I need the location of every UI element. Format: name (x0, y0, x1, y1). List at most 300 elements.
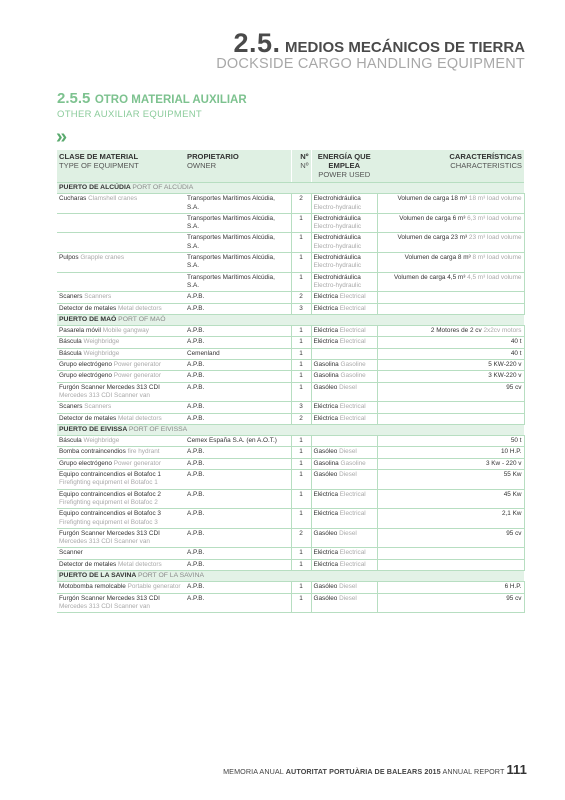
cell-power (311, 489, 377, 509)
cell-characteristics (377, 458, 524, 469)
cell-characteristics (377, 272, 524, 292)
cell-characteristics (377, 559, 524, 570)
type-es: Equipo contraincendios el Botafoc 1 (59, 471, 161, 479)
type-es: Grupo electrógeno (59, 459, 112, 467)
page-footer (223, 762, 527, 777)
double-chevron-icon: » (56, 126, 68, 148)
power-es: Gasóleo (313, 448, 338, 456)
table-row (57, 489, 524, 509)
type-es: Detector de metales (59, 414, 117, 422)
power-en: Electrical (339, 338, 366, 346)
table-row (57, 548, 524, 559)
char-en: 18 m³ load volume (468, 195, 522, 203)
power-en: Electro-hydraulic (313, 203, 362, 211)
cell-power (311, 509, 377, 529)
table-row (57, 213, 524, 233)
char-es: 2,1 Kw (501, 510, 522, 518)
type-en: Mercedes 313 CDI Scanner van (59, 391, 150, 399)
section-subtitle: OTHER AUXILIAR EQUIPMENT (57, 109, 202, 120)
cell-type (57, 528, 185, 548)
cell-type (57, 348, 185, 359)
port-section-label (57, 424, 524, 435)
cell-type (57, 233, 185, 253)
type-en: Metal detectors (117, 304, 162, 312)
port-name-en: PORT OF ALCÚDIA (132, 184, 194, 191)
cell-characteristics (377, 413, 524, 424)
cell-characteristics (377, 582, 524, 593)
port-section-label (57, 183, 524, 194)
cell-power (311, 360, 377, 371)
power-es: Eléctrica (313, 304, 339, 312)
power-en: Electro-hydraulic (313, 281, 362, 289)
cell-characteristics (377, 194, 524, 214)
type-en: Mercedes 313 CDI Scanner van (59, 602, 150, 610)
footer-org: AUTORITAT PORTUÀRIA DE BALEARS 2015 (285, 767, 441, 776)
power-en: Electro-hydraulic (313, 242, 362, 250)
cell-owner: A.P.B. (185, 326, 291, 337)
cell-characteristics (377, 447, 524, 458)
section-number: 2.5.5 (57, 90, 91, 107)
cell-type (57, 402, 185, 413)
col-header-owner: PROPIETARIO OWNER (185, 150, 291, 183)
char-es: 40 t (510, 338, 522, 346)
power-en: Electrical (339, 403, 366, 411)
power-es: Eléctrica (313, 510, 339, 518)
char-es: Volumen de carga 6 m³ (399, 214, 466, 222)
char-es: 45 Kw (503, 490, 522, 498)
cell-characteristics (377, 548, 524, 559)
cell-characteristics (377, 233, 524, 253)
char-es: 6 H.P. (504, 583, 522, 591)
cell-owner: Transportes Marítimos Alcúdia, S.A. (185, 272, 291, 292)
power-en: Electro-hydraulic (313, 223, 362, 231)
cell-number: 1 (291, 253, 311, 273)
table-row (57, 470, 524, 490)
type-es: Detector de metales (59, 560, 117, 568)
power-es: Eléctrica (313, 338, 339, 346)
type-en: Portable generator (127, 583, 181, 591)
char-es: 55 Kw (503, 471, 522, 479)
cell-type (57, 593, 185, 613)
port-section-label (57, 570, 524, 581)
port-section-row (57, 314, 524, 325)
type-es: Motobomba remolcable (59, 583, 126, 591)
power-es: Gasóleo (313, 583, 338, 591)
port-section-row (57, 570, 524, 581)
cell-power (311, 292, 377, 303)
cell-characteristics (377, 528, 524, 548)
cell-characteristics (377, 303, 524, 314)
type-es: Grupo electrógeno (59, 372, 112, 380)
power-es: Eléctrica (313, 327, 339, 335)
cell-power (311, 413, 377, 424)
cell-power (311, 272, 377, 292)
power-es: Gasolina (313, 361, 339, 369)
cell-owner: A.P.B. (185, 402, 291, 413)
power-es: Gasóleo (313, 594, 338, 602)
cell-type (57, 194, 185, 214)
cell-type (57, 360, 185, 371)
power-es: Eléctrica (313, 560, 339, 568)
cell-characteristics (377, 489, 524, 509)
type-es: Grupo electrógeno (59, 361, 112, 369)
type-en: Firefighting equipment el Botafoc 2 (59, 498, 158, 506)
power-en: Electro-hydraulic (313, 262, 362, 270)
cell-type (57, 371, 185, 382)
type-en: Weighbridge (83, 437, 120, 445)
cell-power (311, 233, 377, 253)
cell-power (311, 348, 377, 359)
cell-type (57, 272, 185, 292)
power-en: Electrical (339, 549, 366, 557)
power-es: Electrohidráulica (313, 254, 361, 262)
cell-power (311, 253, 377, 273)
power-es: Gasóleo (313, 529, 338, 537)
cell-owner: A.P.B. (185, 470, 291, 490)
cell-characteristics (377, 292, 524, 303)
table-row (57, 582, 524, 593)
table-header-row (57, 150, 524, 183)
cell-owner: A.P.B. (185, 548, 291, 559)
cell-power (311, 371, 377, 382)
cell-type (57, 436, 185, 447)
type-es: Furgón Scanner Mercedes 313 CDI (59, 383, 160, 391)
cell-type (57, 382, 185, 402)
power-es: Gasóleo (313, 383, 338, 391)
cell-number: 1 (291, 593, 311, 613)
char-es: 95 cv (506, 529, 522, 537)
cell-characteristics (377, 360, 524, 371)
type-es: Pulpos (59, 254, 79, 262)
char-es: 95 cv (506, 383, 522, 391)
type-es: Equipo contraincendios el Botafoc 2 (59, 490, 161, 498)
char-es: Volumen de carga 23 m³ (397, 234, 468, 242)
cell-power (311, 337, 377, 348)
power-en: Diesel (339, 594, 357, 602)
table-row (57, 593, 524, 613)
cell-type (57, 458, 185, 469)
port-section-label (57, 314, 524, 325)
table-row (57, 303, 524, 314)
char-en: 8 m³ load volume (472, 254, 522, 262)
type-es: Furgón Scanner Mercedes 313 CDI (59, 594, 160, 602)
cell-number: 1 (291, 360, 311, 371)
cell-number: 2 (291, 292, 311, 303)
table-row (57, 360, 524, 371)
type-en: Firefighting equipment el Botafoc 1 (59, 479, 158, 487)
cell-owner: A.P.B. (185, 303, 291, 314)
char-en: 4,5 m³ load volume (467, 273, 522, 281)
type-en: Clamshell cranes (88, 195, 138, 203)
cell-type (57, 413, 185, 424)
port-name-en: PORT OF EIVISSA (128, 425, 188, 433)
type-en: Firefighting equipment el Botafoc 3 (59, 518, 158, 526)
power-en: Gasoline (340, 361, 366, 369)
cell-number: 1 (291, 559, 311, 570)
char-es: 40 t (510, 349, 522, 357)
type-en: Mercedes 313 CDI Scanner van (59, 538, 150, 546)
power-es: Eléctrica (313, 490, 339, 498)
cell-owner: A.P.B. (185, 489, 291, 509)
table-row (57, 233, 524, 253)
type-en: Weighbridge (83, 338, 120, 346)
cell-number: 1 (291, 337, 311, 348)
char-es: 3 KW-220 v (488, 372, 522, 380)
type-es: Equipo contraincendios el Botafoc 3 (59, 510, 161, 518)
power-en: Diesel (339, 448, 357, 456)
col-header-power: ENERGÍA QUE EMPLEA POWER USED (311, 150, 377, 183)
cell-owner: A.P.B. (185, 382, 291, 402)
cell-type (57, 582, 185, 593)
cell-owner: Transportes Marítimos Alcúdia, S.A. (185, 233, 291, 253)
cell-number: 1 (291, 272, 311, 292)
power-es: Gasolina (313, 372, 339, 380)
port-section-row (57, 183, 524, 194)
power-en: Electrical (339, 490, 366, 498)
cell-owner: Cemex España S.A. (en A.O.T.) (185, 436, 291, 447)
port-name-es: PUERTO DE MAÓ (59, 315, 117, 323)
table-row (57, 436, 524, 447)
cell-owner: A.P.B. (185, 447, 291, 458)
table-row (57, 402, 524, 413)
char-es: 2 Motores de 2 cv (430, 327, 482, 335)
cell-number: 1 (291, 233, 311, 253)
cell-number: 1 (291, 582, 311, 593)
col-header-characteristics: CARACTERÍSTICAS CHARACTERISTICS (377, 150, 524, 183)
table-row (57, 509, 524, 529)
cell-type (57, 447, 185, 458)
power-es: Electrohidráulica (313, 195, 361, 203)
port-name-en: PORT OF MAÓ (118, 315, 166, 323)
cell-owner: A.P.B. (185, 509, 291, 529)
cell-characteristics (377, 470, 524, 490)
cell-number: 1 (291, 548, 311, 559)
cell-number: 1 (291, 447, 311, 458)
cell-type (57, 548, 185, 559)
power-es: Gasóleo (313, 471, 338, 479)
cell-power (311, 436, 377, 447)
cell-power (311, 582, 377, 593)
cell-owner: A.P.B. (185, 458, 291, 469)
table-row (57, 447, 524, 458)
power-en: Diesel (339, 471, 357, 479)
port-section-row (57, 424, 524, 435)
type-en: Weighbridge (83, 349, 120, 357)
cell-characteristics (377, 348, 524, 359)
cell-characteristics (377, 382, 524, 402)
cell-number: 1 (291, 213, 311, 233)
cell-type (57, 509, 185, 529)
cell-characteristics (377, 326, 524, 337)
chapter-title: MEDIOS MECÁNICOS DE TIERRA (284, 39, 525, 56)
chapter-header (216, 28, 525, 72)
cell-number: 1 (291, 348, 311, 359)
cell-owner: Transportes Marítimos Alcúdia, S.A. (185, 213, 291, 233)
cell-power (311, 458, 377, 469)
type-es: Cucharas (59, 195, 87, 203)
char-en: 6,3 m³ load volume (467, 214, 522, 222)
cell-power (311, 213, 377, 233)
port-name-en: PORT OF LA SAVINA (137, 571, 205, 579)
section-header (57, 90, 247, 120)
cell-owner: A.P.B. (185, 371, 291, 382)
table-row (57, 348, 524, 359)
table-row (57, 528, 524, 548)
type-en: fire hydrant (127, 448, 160, 456)
cell-power (311, 593, 377, 613)
table-row (57, 292, 524, 303)
cell-owner: A.P.B. (185, 582, 291, 593)
type-en: Mobile gangway (102, 327, 149, 335)
char-en: 23 m³ load volume (468, 234, 522, 242)
type-es: Bomba contraincendios (59, 448, 126, 456)
table-row (57, 337, 524, 348)
table-row (57, 326, 524, 337)
cell-owner: Cemenland (185, 348, 291, 359)
cell-characteristics (377, 253, 524, 273)
power-en: Electrical (339, 510, 366, 518)
cell-power (311, 528, 377, 548)
type-en: Scanners (84, 403, 112, 411)
cell-power (311, 402, 377, 413)
cell-number: 2 (291, 528, 311, 548)
cell-characteristics (377, 593, 524, 613)
page-number: 111 (506, 762, 527, 777)
type-es: Báscula (59, 349, 82, 357)
footer-prefix: MEMORIA ANUAL (223, 767, 284, 776)
power-es: Eléctrica (313, 414, 339, 422)
cell-number: 1 (291, 382, 311, 402)
power-es: Electrohidráulica (313, 234, 361, 242)
table-row (57, 559, 524, 570)
power-es: Electrohidráulica (313, 214, 361, 222)
power-en: Electrical (339, 560, 366, 568)
cell-number: 1 (291, 509, 311, 529)
table-row (57, 413, 524, 424)
port-name-es: PUERTO DE LA SAVINA (59, 571, 137, 579)
cell-characteristics (377, 337, 524, 348)
cell-type (57, 213, 185, 233)
cell-power (311, 559, 377, 570)
table-row (57, 253, 524, 273)
equipment-table (57, 150, 525, 613)
cell-owner: A.P.B. (185, 559, 291, 570)
cell-power (311, 303, 377, 314)
type-en: Metal detectors (117, 414, 162, 422)
type-en: Power generator (113, 459, 161, 467)
cell-characteristics (377, 436, 524, 447)
cell-number: 1 (291, 458, 311, 469)
cell-number: 1 (291, 470, 311, 490)
type-es: Detector de metales (59, 304, 117, 312)
char-en: 2x2cv motors (483, 327, 522, 335)
type-en: Scanners (84, 293, 112, 301)
power-en: Diesel (339, 583, 357, 591)
cell-type (57, 470, 185, 490)
port-name-es: PUERTO DE ALCÚDIA (59, 184, 131, 191)
power-es: Gasolina (313, 459, 339, 467)
power-en: Electrical (339, 327, 366, 335)
chapter-subtitle: DOCKSIDE CARGO HANDLING EQUIPMENT (216, 56, 525, 72)
cell-type (57, 253, 185, 273)
type-es: Furgón Scanner Mercedes 313 CDI (59, 529, 160, 537)
char-es: 10 H.P. (501, 448, 522, 456)
col-header-type: CLASE DE MATERIAL TYPE OF EQUIPMENT (57, 150, 185, 183)
cell-number: 3 (291, 303, 311, 314)
type-es: Báscula (59, 437, 82, 445)
cell-power (311, 470, 377, 490)
cell-power (311, 447, 377, 458)
table-row (57, 382, 524, 402)
cell-owner: A.P.B. (185, 292, 291, 303)
cell-number: 2 (291, 413, 311, 424)
power-en: Electrical (339, 304, 366, 312)
cell-type (57, 337, 185, 348)
power-es: Electrohidráulica (313, 273, 361, 281)
char-es: Volumen de carga 4,5 m³ (393, 273, 466, 281)
cell-characteristics (377, 509, 524, 529)
power-en: Diesel (339, 529, 357, 537)
cell-number: 1 (291, 436, 311, 447)
type-es: Scaners (59, 403, 83, 411)
type-en: Metal detectors (117, 560, 162, 568)
cell-owner: A.P.B. (185, 413, 291, 424)
cell-characteristics (377, 371, 524, 382)
cell-owner: Transportes Marítimos Alcúdia, S.A. (185, 253, 291, 273)
cell-number: 1 (291, 371, 311, 382)
cell-characteristics (377, 213, 524, 233)
type-es: Scanner (59, 549, 83, 557)
cell-number: 1 (291, 326, 311, 337)
cell-type (57, 326, 185, 337)
cell-type (57, 303, 185, 314)
cell-power (311, 194, 377, 214)
cell-owner: Transportes Marítimos Alcúdia, S.A. (185, 194, 291, 214)
type-en: Power generator (113, 372, 161, 380)
char-es: Volumen de carga 18 m³ (397, 195, 468, 203)
power-en: Diesel (339, 383, 357, 391)
cell-power (311, 548, 377, 559)
power-en: Gasoline (340, 372, 366, 380)
section-title: OTRO MATERIAL AUXILIAR (94, 94, 247, 106)
power-es: Eléctrica (313, 403, 339, 411)
power-es: Eléctrica (313, 293, 339, 301)
char-es: 5 KW-220 v (488, 361, 522, 369)
table-row (57, 458, 524, 469)
char-es: 95 cv (506, 594, 522, 602)
cell-owner: A.P.B. (185, 337, 291, 348)
type-en: Grapple cranes (80, 254, 125, 262)
power-en: Gasoline (340, 459, 366, 467)
cell-type (57, 292, 185, 303)
cell-owner: A.P.B. (185, 528, 291, 548)
col-header-number: Nº Nº (291, 150, 311, 183)
cell-power (311, 382, 377, 402)
power-en: Electrical (339, 293, 366, 301)
table-row (57, 371, 524, 382)
table-row (57, 194, 524, 214)
type-es: Báscula (59, 338, 82, 346)
char-es: Volumen de carga 8 m³ (404, 254, 471, 262)
type-en: Power generator (113, 361, 161, 369)
cell-number: 3 (291, 402, 311, 413)
port-name-es: PUERTO DE EIVISSA (59, 425, 127, 433)
cell-power (311, 326, 377, 337)
footer-suffix: ANNUAL REPORT (442, 767, 505, 776)
cell-number: 2 (291, 194, 311, 214)
power-es: Eléctrica (313, 549, 339, 557)
cell-number: 1 (291, 489, 311, 509)
